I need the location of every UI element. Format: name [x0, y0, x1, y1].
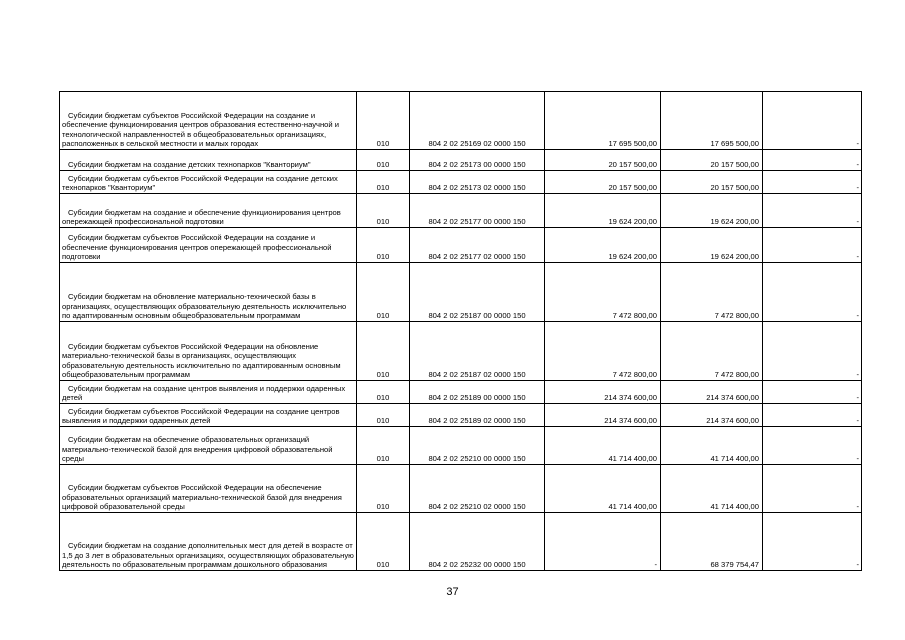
row-name-text: Субсидии бюджетам на создание центров выявления и поддержки одаренных детей	[62, 383, 346, 403]
row-name-cell	[60, 228, 357, 263]
row-name-text: Субсидии бюджетам на обновление материально-технической базы в организациях, осуществляющих образовательную деятельность исключительно по адаптированным основным общеобразовательным программам	[62, 292, 347, 321]
row-code-cell	[357, 427, 410, 465]
row-executed-value-cell	[661, 171, 763, 194]
row-executed-value-text: 20 157 500,00	[710, 160, 759, 170]
row-executed-value-text: 41 714 400,00	[710, 502, 759, 512]
row-executed-value-cell	[661, 92, 763, 150]
row-plan-value-cell	[545, 194, 661, 228]
row-kbk-text: 804 2 02 25189 02 0000 150	[428, 416, 526, 426]
row-name-text: Субсидии бюджетам субъектов Российской Федерации на создание и обеспечение функционирования центров образования естественно-научной и технологической направленностей в общеобразовательных организациях, расположенных в сельской местности и малых городах	[62, 110, 339, 149]
row-kbk-cell	[410, 194, 545, 228]
row-plan-value-text: 17 695 500,00	[608, 139, 657, 149]
row-remaining-value-cell	[763, 404, 862, 427]
row-executed-value-cell	[661, 322, 763, 381]
row-remaining-value-text: -	[856, 370, 859, 380]
row-kbk-text: 804 2 02 25210 00 0000 150	[428, 454, 526, 464]
row-executed-value-cell	[661, 513, 763, 571]
row-kbk-cell	[410, 228, 545, 263]
row-name-text: Субсидии бюджетам субъектов Российской Федерации на создание центров выявления и поддержки одаренных детей	[62, 406, 340, 426]
row-code-text: 010	[376, 217, 390, 227]
table-row	[60, 194, 862, 228]
row-remaining-value-text: -	[856, 139, 859, 149]
row-plan-value-cell	[545, 263, 661, 322]
row-kbk-cell	[410, 322, 545, 381]
row-executed-value-cell	[661, 427, 763, 465]
row-executed-value-cell	[661, 228, 763, 263]
row-kbk-cell	[410, 513, 545, 571]
row-remaining-value-cell	[763, 465, 862, 513]
row-plan-value-text: 214 374 600,00	[604, 416, 657, 426]
table-row	[60, 513, 862, 571]
row-name-cell	[60, 150, 357, 171]
row-kbk-text: 804 2 02 25173 00 0000 150	[428, 160, 526, 170]
row-plan-value-cell	[545, 465, 661, 513]
row-executed-value-text: 20 157 500,00	[710, 183, 759, 193]
row-plan-value-text: 41 714 400,00	[608, 502, 657, 512]
row-kbk-text: 804 2 02 25187 00 0000 150	[428, 311, 526, 321]
row-code-cell	[357, 465, 410, 513]
row-remaining-value-cell	[763, 171, 862, 194]
row-executed-value-text: 19 624 200,00	[710, 217, 759, 227]
row-code-cell	[357, 228, 410, 263]
row-name-text: Субсидии бюджетам на создание и обеспечение функционирования центров опережающей профессиональной подготовки	[62, 207, 341, 227]
table-row	[60, 92, 862, 150]
row-kbk-text: 804 2 02 25189 00 0000 150	[428, 393, 526, 403]
budget-table-body	[60, 92, 862, 571]
table-row	[60, 427, 862, 465]
row-remaining-value-text: -	[856, 252, 859, 262]
row-name-cell	[60, 513, 357, 571]
row-kbk-cell	[410, 92, 545, 150]
row-code-text: 010	[376, 183, 390, 193]
row-plan-value-cell	[545, 228, 661, 263]
table-row	[60, 228, 862, 263]
row-remaining-value-text: -	[856, 160, 859, 170]
row-name-text: Субсидии бюджетам субъектов Российской Федерации на обеспечение образовательных организаций материально-технической базой для внедрения цифровой образовательной среды	[62, 483, 342, 512]
row-remaining-value-text: -	[856, 217, 859, 227]
row-code-text: 010	[376, 502, 390, 512]
row-name-cell	[60, 171, 357, 194]
row-plan-value-cell	[545, 427, 661, 465]
row-kbk-cell	[410, 427, 545, 465]
row-kbk-text: 804 2 02 25177 02 0000 150	[428, 252, 526, 262]
row-code-text: 010	[376, 416, 390, 426]
row-plan-value-cell	[545, 92, 661, 150]
row-code-cell	[357, 171, 410, 194]
row-plan-value-text: 19 624 200,00	[608, 252, 657, 262]
row-plan-value-cell	[545, 513, 661, 571]
row-code-text: 010	[376, 560, 390, 570]
row-kbk-cell	[410, 263, 545, 322]
row-kbk-text: 804 2 02 25210 02 0000 150	[428, 502, 526, 512]
row-code-cell	[357, 513, 410, 571]
row-code-text: 010	[376, 160, 390, 170]
table-row	[60, 381, 862, 404]
row-remaining-value-cell	[763, 92, 862, 150]
row-kbk-text: 804 2 02 25232 00 0000 150	[428, 560, 526, 570]
row-code-cell	[357, 263, 410, 322]
row-kbk-text: 804 2 02 25177 00 0000 150	[428, 217, 526, 227]
row-remaining-value-cell	[763, 150, 862, 171]
row-executed-value-text: 7 472 800,00	[714, 370, 759, 380]
row-executed-value-text: 214 374 600,00	[706, 393, 759, 403]
row-plan-value-text: -	[654, 560, 657, 570]
row-remaining-value-text: -	[856, 311, 859, 321]
row-executed-value-text: 214 374 600,00	[706, 416, 759, 426]
row-kbk-text: 804 2 02 25173 02 0000 150	[428, 183, 526, 193]
row-remaining-value-text: -	[856, 393, 859, 403]
row-kbk-cell	[410, 465, 545, 513]
row-plan-value-text: 19 624 200,00	[608, 217, 657, 227]
row-kbk-cell	[410, 171, 545, 194]
row-name-cell	[60, 465, 357, 513]
table-row	[60, 404, 862, 427]
row-plan-value-text: 41 714 400,00	[608, 454, 657, 464]
row-remaining-value-cell	[763, 194, 862, 228]
row-executed-value-cell	[661, 404, 763, 427]
row-plan-value-text: 7 472 800,00	[612, 311, 657, 321]
row-executed-value-text: 17 695 500,00	[710, 139, 759, 149]
row-plan-value-cell	[545, 381, 661, 404]
row-code-cell	[357, 322, 410, 381]
row-executed-value-text: 19 624 200,00	[710, 252, 759, 262]
row-executed-value-cell	[661, 381, 763, 404]
row-name-text: Субсидии бюджетам субъектов Российской Федерации на обновление материально-технической базы в организациях, осуществляющих образовательную деятельность исключительно по адаптированным основным общеобразовательным программам	[62, 341, 341, 380]
row-remaining-value-cell	[763, 228, 862, 263]
row-executed-value-text: 7 472 800,00	[714, 311, 759, 321]
row-name-text: Субсидии бюджетам субъектов Российской Федерации на создание детских технопарков "Кванториум"	[62, 173, 338, 193]
row-plan-value-cell	[545, 150, 661, 171]
row-code-text: 010	[376, 252, 390, 262]
row-remaining-value-cell	[763, 381, 862, 404]
row-remaining-value-text: -	[856, 502, 859, 512]
row-code-cell	[357, 92, 410, 150]
row-name-text: Субсидии бюджетам на обеспечение образовательных организаций материально-технической базой для внедрения цифровой образовательной среды	[62, 435, 333, 464]
table-row	[60, 171, 862, 194]
row-kbk-cell	[410, 404, 545, 427]
row-remaining-value-text: -	[856, 454, 859, 464]
row-name-text: Субсидии бюджетам на создание детских технопарков "Кванториум"	[68, 160, 311, 170]
budget-table	[59, 91, 862, 571]
row-executed-value-cell	[661, 263, 763, 322]
row-code-text: 010	[376, 139, 390, 149]
row-name-cell	[60, 427, 357, 465]
row-code-cell	[357, 194, 410, 228]
row-name-cell	[60, 404, 357, 427]
row-plan-value-text: 214 374 600,00	[604, 393, 657, 403]
row-executed-value-cell	[661, 194, 763, 228]
row-code-text: 010	[376, 370, 390, 380]
row-kbk-cell	[410, 150, 545, 171]
row-remaining-value-text: -	[856, 416, 859, 426]
row-kbk-cell	[410, 381, 545, 404]
row-name-cell	[60, 322, 357, 381]
row-code-cell	[357, 381, 410, 404]
row-plan-value-text: 20 157 500,00	[608, 183, 657, 193]
row-plan-value-cell	[545, 322, 661, 381]
row-kbk-text: 804 2 02 25187 02 0000 150	[428, 370, 526, 380]
row-remaining-value-cell	[763, 322, 862, 381]
row-code-cell	[357, 150, 410, 171]
row-remaining-value-text: -	[856, 183, 859, 193]
row-code-text: 010	[376, 393, 390, 403]
row-code-text: 010	[376, 454, 390, 464]
table-row	[60, 465, 862, 513]
table-row	[60, 322, 862, 381]
row-plan-value-cell	[545, 404, 661, 427]
row-name-cell	[60, 194, 357, 228]
row-name-cell	[60, 381, 357, 404]
page-number: 37	[446, 586, 459, 598]
row-plan-value-text: 7 472 800,00	[612, 370, 657, 380]
row-code-text: 010	[376, 311, 390, 321]
row-name-cell	[60, 263, 357, 322]
row-remaining-value-text: -	[856, 560, 859, 570]
row-executed-value-cell	[661, 465, 763, 513]
row-kbk-text: 804 2 02 25169 02 0000 150	[428, 139, 526, 149]
table-row	[60, 150, 862, 171]
row-code-cell	[357, 404, 410, 427]
row-executed-value-text: 41 714 400,00	[710, 454, 759, 464]
row-name-text: Субсидии бюджетам на создание дополнительных мест для детей в возрасте от 1,5 до 3 лет в образовательных организациях, осуществляющих образовательную деятельность по образовательным программам дошкольного образования	[62, 541, 354, 570]
row-name-cell	[60, 92, 357, 150]
row-remaining-value-cell	[763, 427, 862, 465]
row-executed-value-cell	[661, 150, 763, 171]
row-remaining-value-cell	[763, 513, 862, 571]
table-row	[60, 263, 862, 322]
row-remaining-value-cell	[763, 263, 862, 322]
row-name-text: Субсидии бюджетам субъектов Российской Федерации на создание и обеспечение функционирования центров опережающей профессиональной подготовки	[62, 233, 332, 262]
row-plan-value-text: 20 157 500,00	[608, 160, 657, 170]
row-plan-value-cell	[545, 171, 661, 194]
row-executed-value-text: 68 379 754,47	[710, 560, 759, 570]
